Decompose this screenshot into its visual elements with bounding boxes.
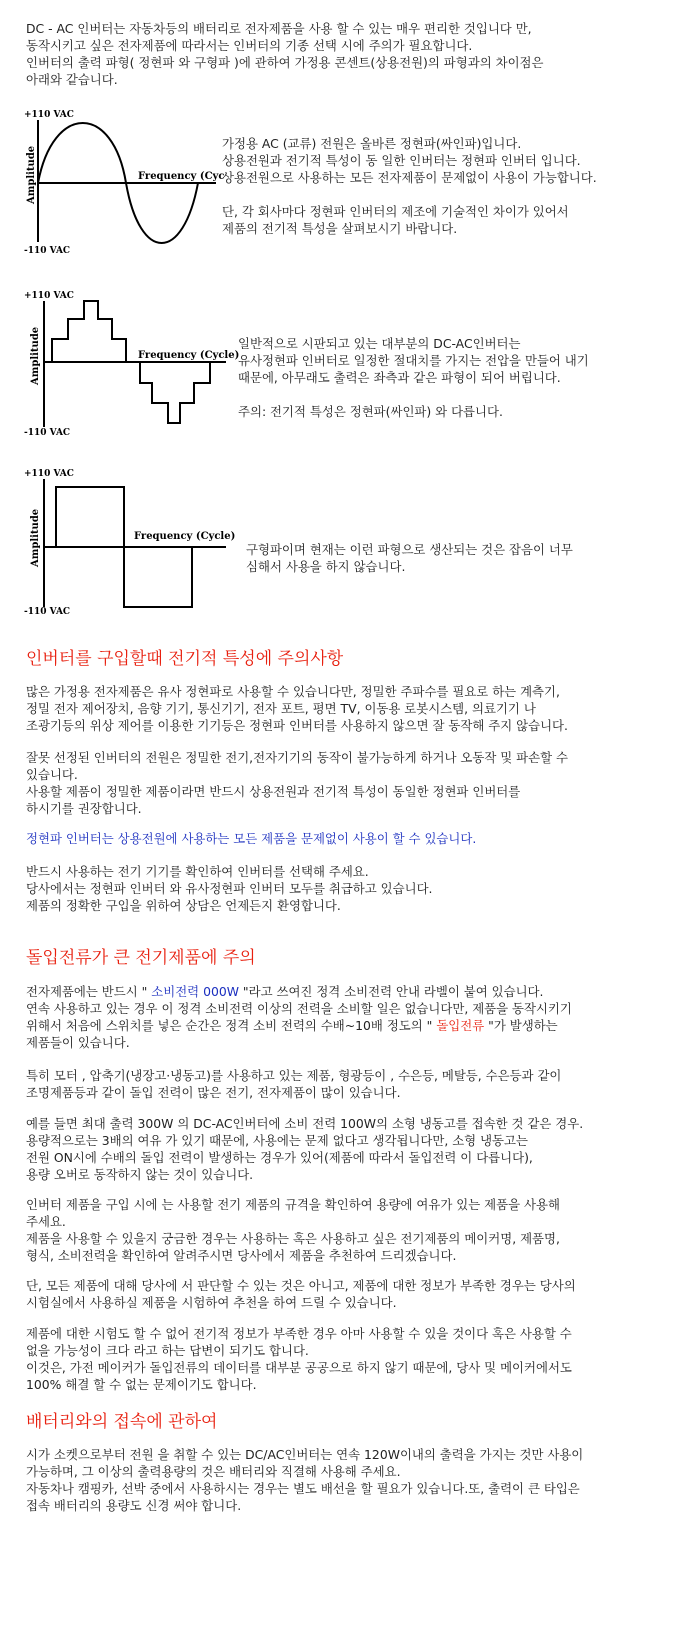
inrush-current-highlight: 돌입전류 (436, 1018, 485, 1033)
description-line: 구형파이며 현재는 이런 파형으로 생산되는 것은 잡음이 너무 (246, 542, 573, 557)
text-line: 없을 가능성이 크다 라고 하는 답변이 되기도 합니다. (26, 1343, 309, 1358)
section1-paragraph (26, 683, 666, 734)
top-voltage-label: +110 VAC (24, 469, 74, 479)
rated-power-highlight: 소비전력 000W (151, 984, 239, 999)
section2-paragraph (26, 1325, 666, 1393)
intro-line: 인버터의 출력 파형( 정현파 와 구형파 )에 관하여 가정용 콘센트(상용전원)의 파형과의 차이점은 (26, 55, 544, 70)
text-line: 주세요. (26, 1214, 66, 1229)
description-line: 일반적으로 시판되고 있는 대부분의 DC-AC인버터는 (238, 336, 521, 351)
bottom-voltage-label: -110 VAC (24, 607, 71, 617)
section2-paragraph (26, 1067, 666, 1101)
text-line: 조광기등의 위상 제어를 이용한 기기등은 정현파 인버터를 사용하지 않으면 잘 동작해 주지 않습니다. (26, 718, 568, 733)
text-line: 제품에 대한 시험도 할 수 없어 전기적 정보가 부족한 경우 아마 사용할 수 있을 것이다 혹은 사용할 수 (26, 1326, 572, 1341)
description-line: 상용전원과 전기적 특성이 동 일한 인버터는 정현파 인버터 입니다. (222, 153, 581, 168)
section-heading: 인버터를 구입할때 전기적 특성에 주의사항 (26, 649, 344, 669)
text-line: 가능하며, 그 이상의 출력용량의 것은 배터리와 직결해 사용해 주세요. (26, 1464, 401, 1479)
intro-paragraph (26, 20, 666, 88)
sine-wave-diagram (18, 108, 225, 258)
top-voltage-label: +110 VAC (24, 291, 74, 301)
text-line: 많은 가정용 전자제품은 유사 정현파로 사용할 수 있습니다만, 정밀한 주파수를 필요로 하는 계측기, (26, 684, 560, 699)
intro-line: DC - AC 인버터는 자동차등의 배터리로 전자제품을 사용 할 수 있는 매우 편리한 것입니다 만, (26, 21, 532, 36)
section-heading: 배터리와의 접속에 관하여 (26, 1412, 218, 1432)
section1-paragraph (26, 749, 666, 817)
text-line: 조명제품등과 같이 돌입 전력이 많은 전기, 전자제품이 많이 있습니다. (26, 1085, 401, 1100)
text-line: 인버터 제품을 구입 시에 는 사용할 전기 제품의 규격을 확인하여 용량에 여유가 있는 제품을 사용해 (26, 1197, 560, 1212)
section1-paragraph (26, 863, 666, 914)
section-heading: 돌입전류가 큰 전기제품에 주의 (26, 948, 256, 968)
section3-paragraph (26, 1446, 666, 1514)
text-line: 제품을 사용할 수 있을지 궁금한 경우는 사용하는 혹은 사용하고 싶은 전기제품의 메이커명, 제품명, (26, 1231, 560, 1246)
text-line: 용량적으로는 3배의 여유 가 있기 때문에, 사용에는 문제 없다고 생각됩니다만, 소형 냉동고는 (26, 1133, 528, 1148)
text-line: 시험실에서 사용하실 제품을 시험하여 추천을 하여 드릴 수 있습니다. (26, 1295, 397, 1310)
section2-paragraph (26, 983, 666, 1051)
sine-wave-description (222, 135, 597, 237)
bottom-voltage-label: -110 VAC (24, 428, 71, 438)
frequency-label: Frequency (Cycle) (134, 531, 236, 542)
frequency-label: Frequency (Cyc (138, 171, 225, 182)
blue-note: 정현파 인버터는 상용전원에 사용하는 모든 제품을 문제없이 사용이 할 수 있습니다. (26, 831, 477, 846)
text-line: 사용할 제품이 정밀한 제품이라면 반드시 상용전원과 전기적 특성이 동일한 정현파 인버터를 (26, 784, 521, 799)
text-line: 연속 사용하고 있는 경우 이 정격 소비전력 이상의 전력을 소비할 일은 없습니다만, 제품을 동작시키기 (26, 1001, 572, 1016)
intro-line: 아래와 같습니다. (26, 72, 118, 87)
description-line: 유사정현파 인버터로 일정한 절대치를 가지는 전압을 만들어 내기 (238, 353, 589, 368)
description-line: 때문에, 아무래도 출력은 좌측과 같은 파형이 되어 버립니다. (238, 370, 561, 385)
text-line: 시가 소켓으로부터 전원 을 취할 수 있는 DC/AC인버터는 연속 120W이내의 출력을 가지는 것만 사용이 (26, 1447, 584, 1462)
top-voltage-label: +110 VAC (24, 110, 74, 120)
text-line: 100% 해결 할 수 없는 문제이기도 합니다. (26, 1377, 257, 1392)
text-line: 반드시 사용하는 전기 기기를 확인하여 인버터를 선택해 주세요. (26, 864, 369, 879)
text-line: 당사에서는 정현파 인버터 와 유사정현파 인버터 모두를 취급하고 있습니다. (26, 881, 433, 896)
description-line: 단, 각 회사마다 정현파 인버터의 제조에 기술적인 차이가 있어서 (222, 204, 569, 219)
description-line: 상용전원으로 사용하는 모든 전자제품이 문제없이 사용이 가능합니다. (222, 170, 597, 185)
description-line: 주의: 전기적 특성은 정현파(싸인파) 와 다릅니다. (238, 404, 503, 419)
modified-sine-wave-diagram (18, 289, 240, 439)
text-line: 예를 들면 최대 출력 300W 의 DC-AC인버터에 소비 전력 100W의 소형 냉동고를 접속한 것 같은 경우. (26, 1116, 584, 1131)
amplitude-label: Amplitude (26, 145, 37, 204)
text-line: 용량 오버로 동작하지 않는 것이 있습니다. (26, 1167, 254, 1182)
text-line: 이것은, 가전 메이커가 돌입전류의 데이터를 대부분 공공으로 하지 않기 때문에, 당사 및 메이커에서도 (26, 1360, 572, 1375)
square-wave-diagram (18, 467, 236, 617)
text-line: 제품들이 있습니다. (26, 1035, 130, 1050)
intro-line: 동작시키고 싶은 전자제품에 따라서는 인버터의 기종 선택 시에 주의가 필요합니다. (26, 38, 473, 53)
text-line: 전원 ON시에 수배의 돌입 전력이 발생하는 경우가 있어(제품에 따라서 돌입전력 이 다릅니다), (26, 1150, 533, 1165)
description-line: 가정용 AC (교류) 전원은 올바른 정현파(싸인파)입니다. (222, 136, 522, 151)
text-line: 위해서 처음에 스위치를 넣은 순간은 정격 소비 전력의 수배~10배 정도의 " 돌입전류 "가 발생하는 (26, 1018, 558, 1033)
text-line: 정밀 전자 제어장치, 음향 기기, 통신기기, 전자 포트, 평면 TV, 이동용 로봇시스템, 의료기기 나 (26, 701, 536, 716)
description-line: 제품의 전기적 특성을 살펴보시기 바랍니다. (222, 221, 458, 236)
frequency-label: Frequency (Cycle) (138, 350, 240, 361)
text-line: 잘못 선정된 인버터의 전원은 정밀한 전기,전자기기의 동작이 불가능하게 하거나 오동작 및 파손할 수 (26, 750, 568, 765)
bottom-voltage-label: -110 VAC (24, 246, 71, 256)
text-line: 접속 배터리의 용량도 신경 써야 합니다. (26, 1498, 242, 1513)
text-line: 하시기를 권장합니다. (26, 801, 142, 816)
section2-paragraph (26, 1115, 666, 1183)
text-line: 형식, 소비전력을 확인하여 알려주시면 당사에서 제품을 추천하여 드리겠습니다. (26, 1248, 457, 1263)
square-wave-description (246, 541, 573, 575)
section2-paragraph (26, 1196, 666, 1264)
text-line: 있습니다. (26, 767, 78, 782)
text-line: 제품의 정확한 구입을 위하여 상담은 언제든지 환영합니다. (26, 898, 341, 913)
amplitude-label: Amplitude (30, 326, 41, 385)
text-line: 자동차나 캠핑카, 선박 중에서 사용하시는 경우는 별도 배선을 할 필요가 있습니다.또, 출력이 큰 타입은 (26, 1481, 580, 1496)
text-line: 단, 모든 제품에 대해 당사에 서 판단할 수 있는 것은 아니고, 제품에 대한 정보가 부족한 경우는 당사의 (26, 1278, 576, 1293)
section2-paragraph (26, 1277, 666, 1311)
text-line: 전자제품에는 반드시 " 소비전력 000W "라고 쓰여진 정격 소비전력 안내 라벨이 붙여 있습니다. (26, 984, 544, 999)
amplitude-label: Amplitude (30, 508, 41, 567)
text-line: 특히 모터 , 압축기(냉장고·냉동고)를 사용하고 있는 제품, 형광등이 , 수은등, 메탈등, 수은등과 같이 (26, 1068, 562, 1083)
modified-sine-wave-description (238, 335, 589, 420)
description-line: 심해서 사용을 하지 않습니다. (246, 559, 406, 574)
